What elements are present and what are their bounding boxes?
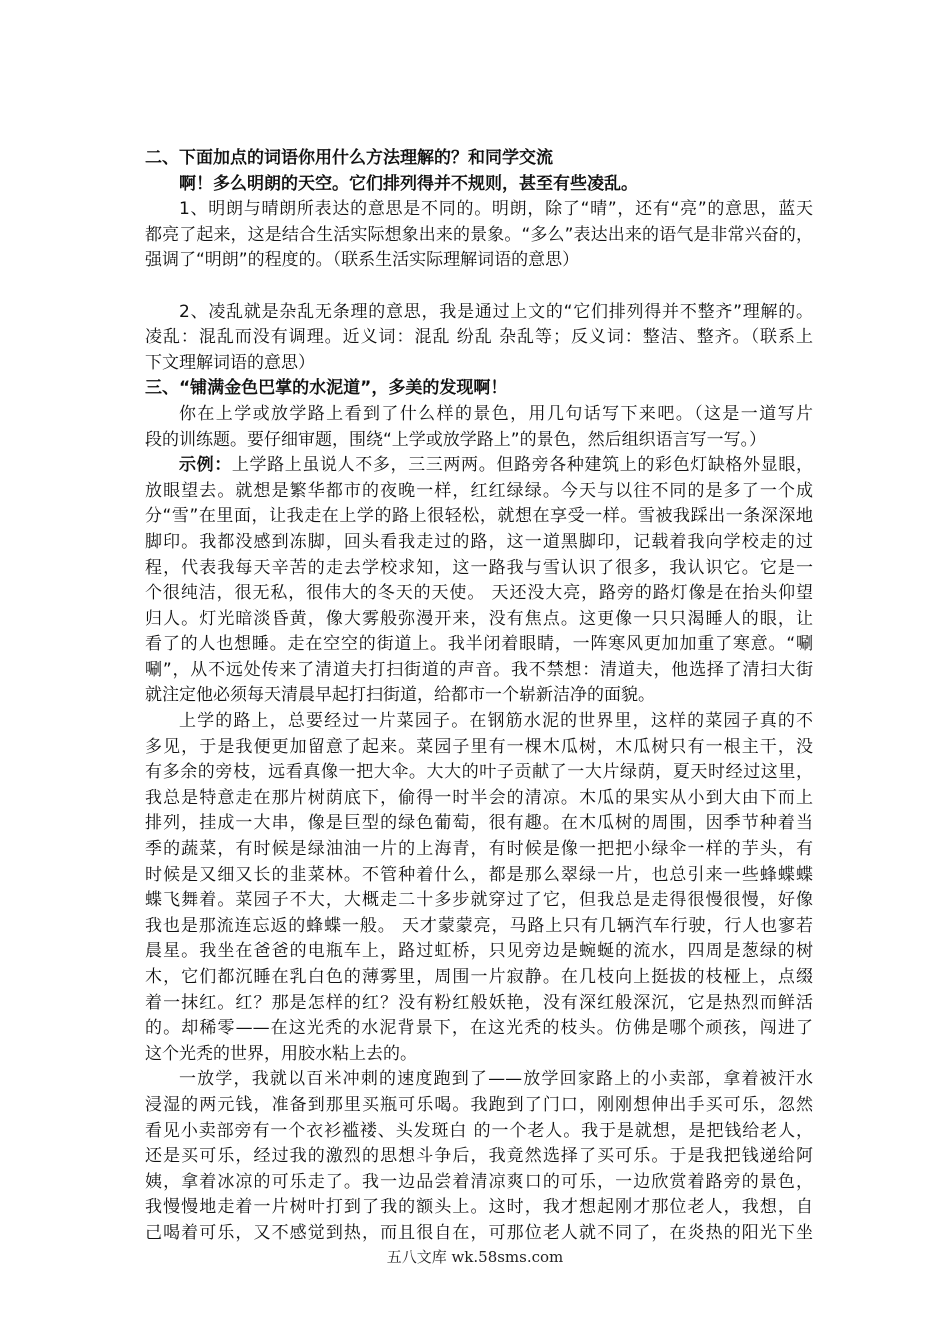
item-1-paragraph <box>145 197 813 274</box>
paragraph-line: 我也是那流连忘返的蜂蝶一般。 天才蒙蒙亮，马路上只有几辆汽车行驶，行人也寥若 <box>145 915 813 936</box>
paragraph-line: 1、明朗与晴朗所表达的意思是不同的。明朗，除了“晴”，还有“亮”的意思，蓝天 <box>179 199 813 220</box>
paragraph-line: 排列，挂成一大串，像是巨型的绿色葡萄，很有趣。在木瓜树的周围，因季节种着当 <box>145 813 813 834</box>
example-label: 示例： <box>179 455 232 476</box>
paragraph-line: 晨星。我坐在爸爸的电瓶车上，路过虹桥，只见旁边是蜿蜒的流水，四周是葱绿的树 <box>145 941 813 962</box>
section-2-heading: 二、下面加点的词语你用什么方法理解的？和同学交流 <box>145 148 553 168</box>
paragraph-line: 都亮了起来，这是结合生活实际想象出来的景象。“多么”表达出来的语气是非常兴奋的， <box>145 224 813 245</box>
paragraph-line: 唰”，从不远处传来了清道夫打扫街道的声音。我不禁想：清道夫，他选择了清扫大街 <box>145 659 813 680</box>
after-school-paragraph <box>145 1067 813 1246</box>
paragraph-line <box>145 453 813 479</box>
paragraph-line: 木，它们都沉睡在乳白色的薄雾里，周围一片寂静。在几枝向上挺拔的枝桠上，点缀 <box>145 967 813 987</box>
paragraph-line: 段的训练题。要仔细审题，围绕“上学或放学路上”的景色，然后组织语言写一写。） <box>145 429 767 450</box>
paragraph-line: 上学的路上，总要经过一片菜园子。在钢筋水泥的世界里，这样的菜园子真的不 <box>179 711 813 732</box>
paragraph-line: 下文理解词语的意思） <box>145 352 315 373</box>
paragraph-line: 己喝着可乐，又不感觉到热，而且很自在，可那位老人就不同了，在炎热的阳光下坐 <box>145 1222 813 1243</box>
writing-prompt <box>145 402 813 453</box>
paragraph-line: 2、凌乱就是杂乱无条理的意思，我是通过上文的“它们排列得并不整齐”理解的。 <box>179 301 813 322</box>
page-footer-watermark: 五八文库 wk.58sms.com <box>386 1248 564 1266</box>
paragraph-line: 放眼望去。就想是繁华都市的夜晚一样，红红绿绿。今天与以往不同的是多了一个成 <box>145 480 813 501</box>
paragraph-line: 我总是特意走在那片树荫底下，偷得一时半会的清凉。木瓜的果实从小到大由下而上 <box>145 787 813 808</box>
paragraph-line: 蝶飞舞着。菜园子不大，大概走二十多步就穿过了它，但我总是走得很慢很慢，好像 <box>145 890 813 911</box>
paragraph-line: 就注定他必须每天清晨早起打扫街道，给都市一个崭新洁净的面貌。 <box>145 685 655 706</box>
document-body <box>145 146 813 1247</box>
paragraph-line: 强调了“明朗”的程度的。（联系生活实际理解词语的意思） <box>145 250 580 271</box>
paragraph-line: 你在上学或放学路上看到了什么样的景色，用几句话写下来吧。（这是一道写片 <box>179 403 813 424</box>
garden-paragraph <box>145 709 813 1067</box>
blank-line <box>145 274 813 300</box>
section-2-quote: 啊！多么明朗的天空。它们排列得并不规则，甚至有些凌乱。 <box>179 173 638 194</box>
paragraph-line: 归人。灯光暗淡昏黄，像大雾般弥漫开来，没有焦点。这更像一只只渴睡人的眼，让 <box>145 608 813 629</box>
paragraph-line: 看了的人也想睡。走在空空的街道上。我半闭着眼睛，一阵寒风更加加重了寒意。“唰 <box>145 634 813 655</box>
item-2-paragraph <box>145 300 813 377</box>
paragraph-line: 这个光秃的世界，用胶水粘上去的。 <box>145 1043 417 1064</box>
paragraph-line: 一放学，我就以百米冲刺的速度跑到了——放学回家路上的小卖部，拿着被汗水 <box>179 1069 813 1090</box>
paragraph-line: 还是买可乐，经过我的激烈的思想斗争后，我竟然选择了买可乐。于是我把钱递给阿 <box>145 1146 813 1167</box>
paragraph-line: 浸湿的两元钱，准备到那里买瓶可乐喝。我跑到了门口，刚刚想伸出手买可乐，忽然 <box>145 1094 813 1115</box>
paragraph-line: 脚印。我都没感到冻脚，回头看我走过的路，这一道黑脚印，记载着我向学校走的过 <box>145 531 813 552</box>
section-3-heading: 三、“铺满金色巴掌的水泥道”，多美的发现啊！ <box>145 378 508 399</box>
paragraph-line: 的。却稀零——在这光秃的水泥背景下，在这光秃的枝头。仿佛是哪个顽孩，闯进了 <box>145 1018 813 1039</box>
paragraph-line: 着一抹红。红？那是怎样的红？没有粉红般妖艳，没有深红般深沉，它是热烈而鲜活 <box>145 992 813 1013</box>
paragraph-line: 姨，拿着冰凉的可乐走了。我一边品尝着清凉爽口的可乐，一边欣赏着路旁的景色， <box>145 1171 813 1192</box>
paragraph-line: 有多余的旁枝，远看真像一把大伞。大大的叶子贡献了一大片绿荫，夏天时经过这里， <box>145 762 813 783</box>
example-paragraph <box>145 453 813 709</box>
paragraph-line: 看见小卖部旁有一个衣衫褴褛、头发斑白 的一个老人。我于是就想，是把钱给老人， <box>145 1120 813 1141</box>
example-first-line-text: 上学路上虽说人不多，三三两两。但路旁各种建筑上的彩色灯缺格外显眼， <box>231 455 814 476</box>
paragraph-line: 季的蔬菜，有时候是绿油油一片的上海青，有时候是像一把把小绿伞一样的芋头，有 <box>145 839 813 860</box>
paragraph-line: 分“雪”在里面，让我走在上学的路上很轻松，就想在享受一样。雪被我踩出一条深深地 <box>145 506 813 527</box>
paragraph-line: 多见，于是我便更加留意了起来。菜园子里有一棵木瓜树，木瓜树只有一根主干，没 <box>145 736 813 757</box>
paragraph-line: 凌乱：混乱而没有调理。近义词：混乱 纷乱 杂乱等；反义词：整洁、整齐。（联系上 <box>145 327 813 348</box>
paragraph-line: 个很纯洁，很无私，很伟大的冬天的天使。 天还没大亮，路旁的路灯像是在抬头仰望 <box>145 583 813 604</box>
paragraph-line: 我慢慢地走着一片树叶打到了我的额头上。这时，我才想起刚才那位老人，我想，自 <box>145 1197 813 1218</box>
paragraph-line: 时候是又细又长的韭菜林。不管种着什么，都是那么翠绿一片，也总引来一些蜂蝶蝶 <box>145 864 813 885</box>
paragraph-line: 程，代表我每天辛苦的走去学校求知，这一路我与雪认识了很多，我认识它。它是一 <box>145 557 813 578</box>
